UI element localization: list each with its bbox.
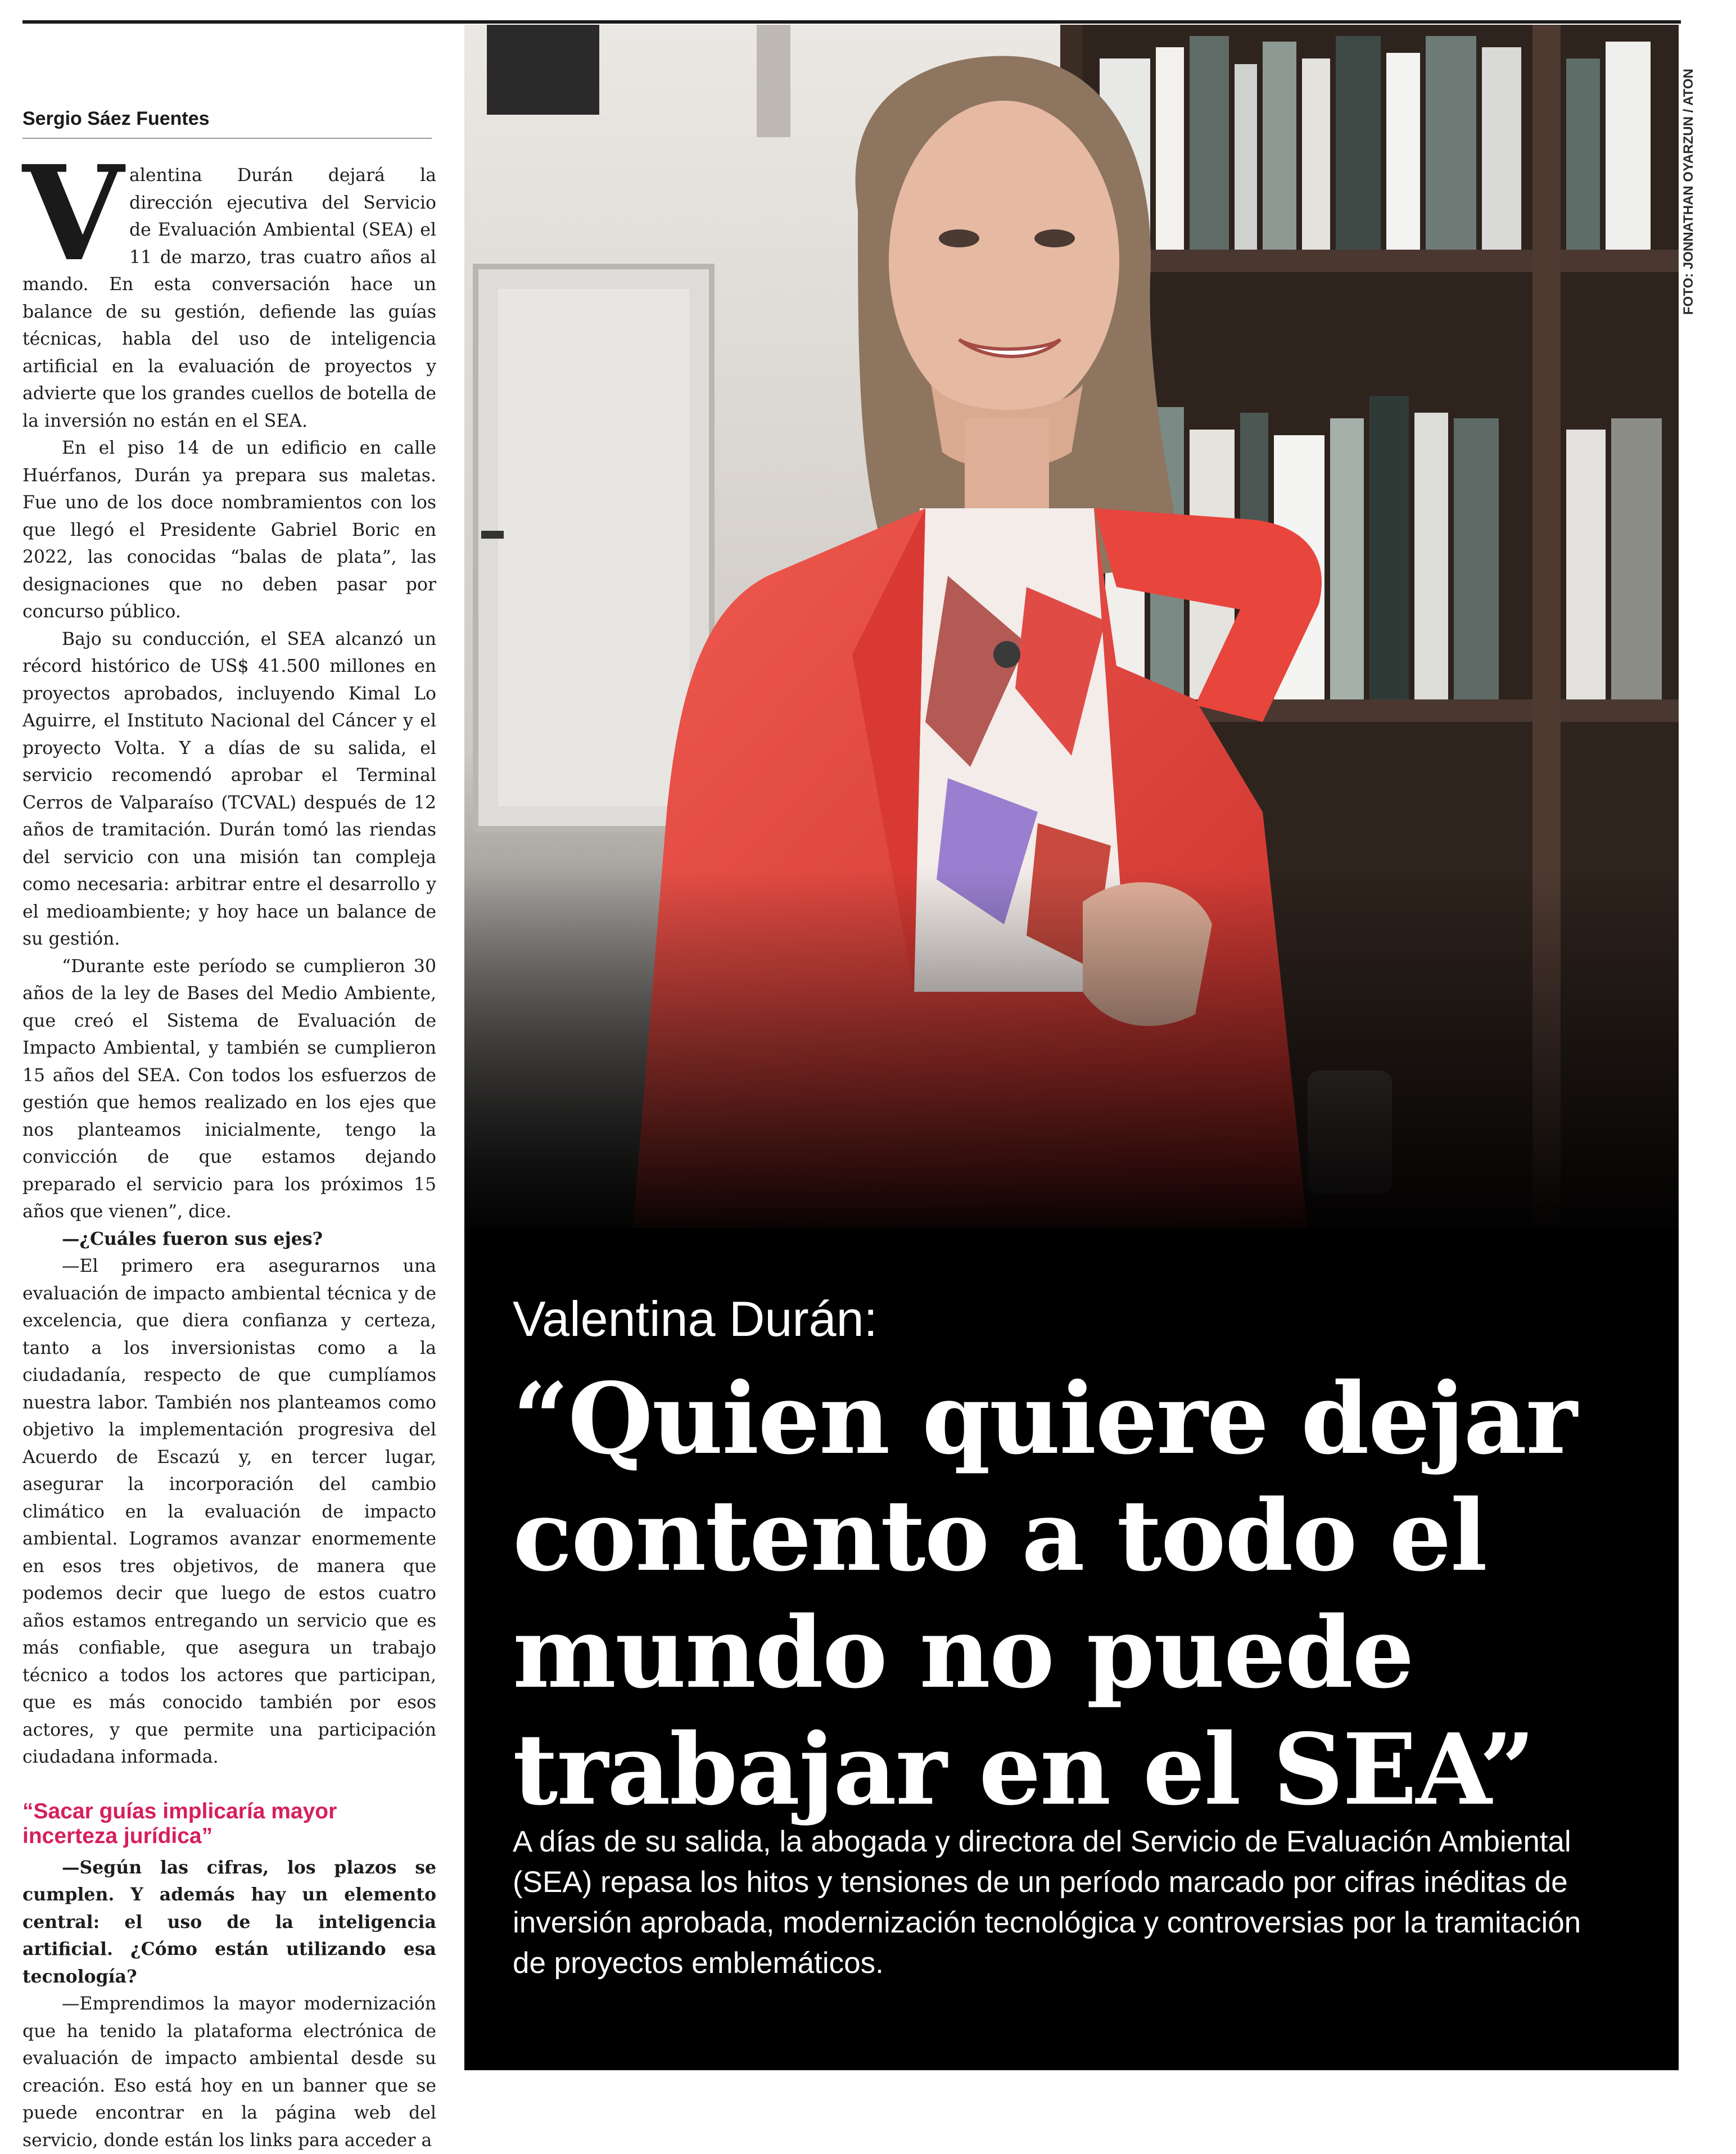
top-rule — [22, 20, 1681, 24]
headline-kicker: Valentina Durán: — [513, 1291, 878, 1347]
body-paragraph: Bajo su conducción, el SEA alcanzó un récord histórico de US$ 41.500 millones en proyectos aprobados, incluyendo Kimal Lo Aguirre, el Instituto Nacional del Cáncer y el proyecto Volta. Y a días de su salida, el servicio recomendó aprobar el Terminal Cerros de Valparaíso (TCVAL) después de 12 años de tramitación. Durán tomó las riendas del servicio con una misión tan compleja como necesaria: arbitrar entre el desarrollo y el medioambiente; y hoy hace un balance de su gestión. — [22, 629, 436, 949]
interview-answer: —Emprendimos la mayor modernización que ha tenido la plataforma electrónica de evaluación de impacto ambiental desde su creación. Eso está hoy en un banner que se puede encontrar en la página web del servicio, donde están los links para acceder a — [22, 1994, 436, 2151]
headline: “Quien quiere dejar contento a todo el mundo no puede trabajar en el SEA” — [513, 1362, 1576, 1827]
dek: A días de su salida, la abogada y directora del Servicio de Evaluación Ambiental (SEA) repasa los hitos y tensiones de un período marcado por cifras inéditas de inversión aprobada, modernización tecnológica y controversias por la tramitación de proyectos emblemáticos. — [513, 1825, 1581, 1980]
article-body — [22, 137, 436, 2151]
body-paragraph: “Durante este período se cumplieron 30 años de la ley de Bases del Medio Ambiente, que creó el Sistema de Evaluación de Impacto Ambiental, y también se cumplieron 15 años del SEA. Con todos los esfuerzos de gestión que hemos realizado en los ejes que nos planteamos inicialmente, tengo la convicción de que estamos dejando preparado el servicio para los próximos 15 años que vienen”, dice. — [22, 956, 436, 1222]
section-subhead: “Sacar guías implicaría mayor incerteza jurídica” — [22, 1799, 337, 1848]
body-paragraph: En el piso 14 de un edificio en calle Huérfanos, Durán ya prepara sus maletas. Fue uno de los doce nombramientos con los que llegó el Presidente Gabriel Boric en 2022, las conocidas “balas de plata”, las designaciones que no deben pasar por concurso público. — [22, 438, 436, 622]
portrait-photo — [464, 25, 1679, 1228]
interview-question: —Según las cifras, los plazos se cumplen. Y además hay un elemento central: el uso de la inteligencia artificial. ¿Cómo están utilizando esa tecnología? — [22, 1857, 436, 1987]
interview-answer: —El primero era asegurarnos una evaluación de impacto ambiental técnica y de excelencia, que diera confianza y certeza, tanto a los inversionistas como a la ciudadanía, respecto de que cumplíamos nuestra labor. También nos planteamos como objetivo la implementación progresiva del Acuerdo de Escazú y, en tercer lugar, asegurar la incorporación del cambio climático en la evaluación de impacto ambiental. Logramos avanzar enormemente en esos tres objetivos, de manera que podemos decir que luego de estos cuatro años estamos entregando un servicio que es más confiable, que asegura un trabajo técnico a todos los actores que participan, que es más conocido también por esos actores, y que permite una participación ciudadana informada. — [22, 1256, 436, 1767]
portrait-illustration — [464, 25, 1679, 1228]
lead-paragraph: Valentina Durán dejará la dirección ejecutiva del Servicio de Evaluación Ambiental (SEA) el 11 de marzo, tras cuatro años al mando. En esta conversación hace un balance de su gestión, defiende las guías técnicas, habla del uso de inteligencia artificial en la evaluación de proyectos y advierte que los grandes cuellos de botella de la inversión no están en el SEA. — [22, 137, 436, 431]
interview-question: —¿Cuáles fueron sus ejes? — [62, 1228, 323, 1249]
photo-credit: FOTO: JONNATHAN OYARZUN / ATON — [1681, 69, 1696, 315]
byline: Sergio Sáez Fuentes — [22, 108, 432, 139]
